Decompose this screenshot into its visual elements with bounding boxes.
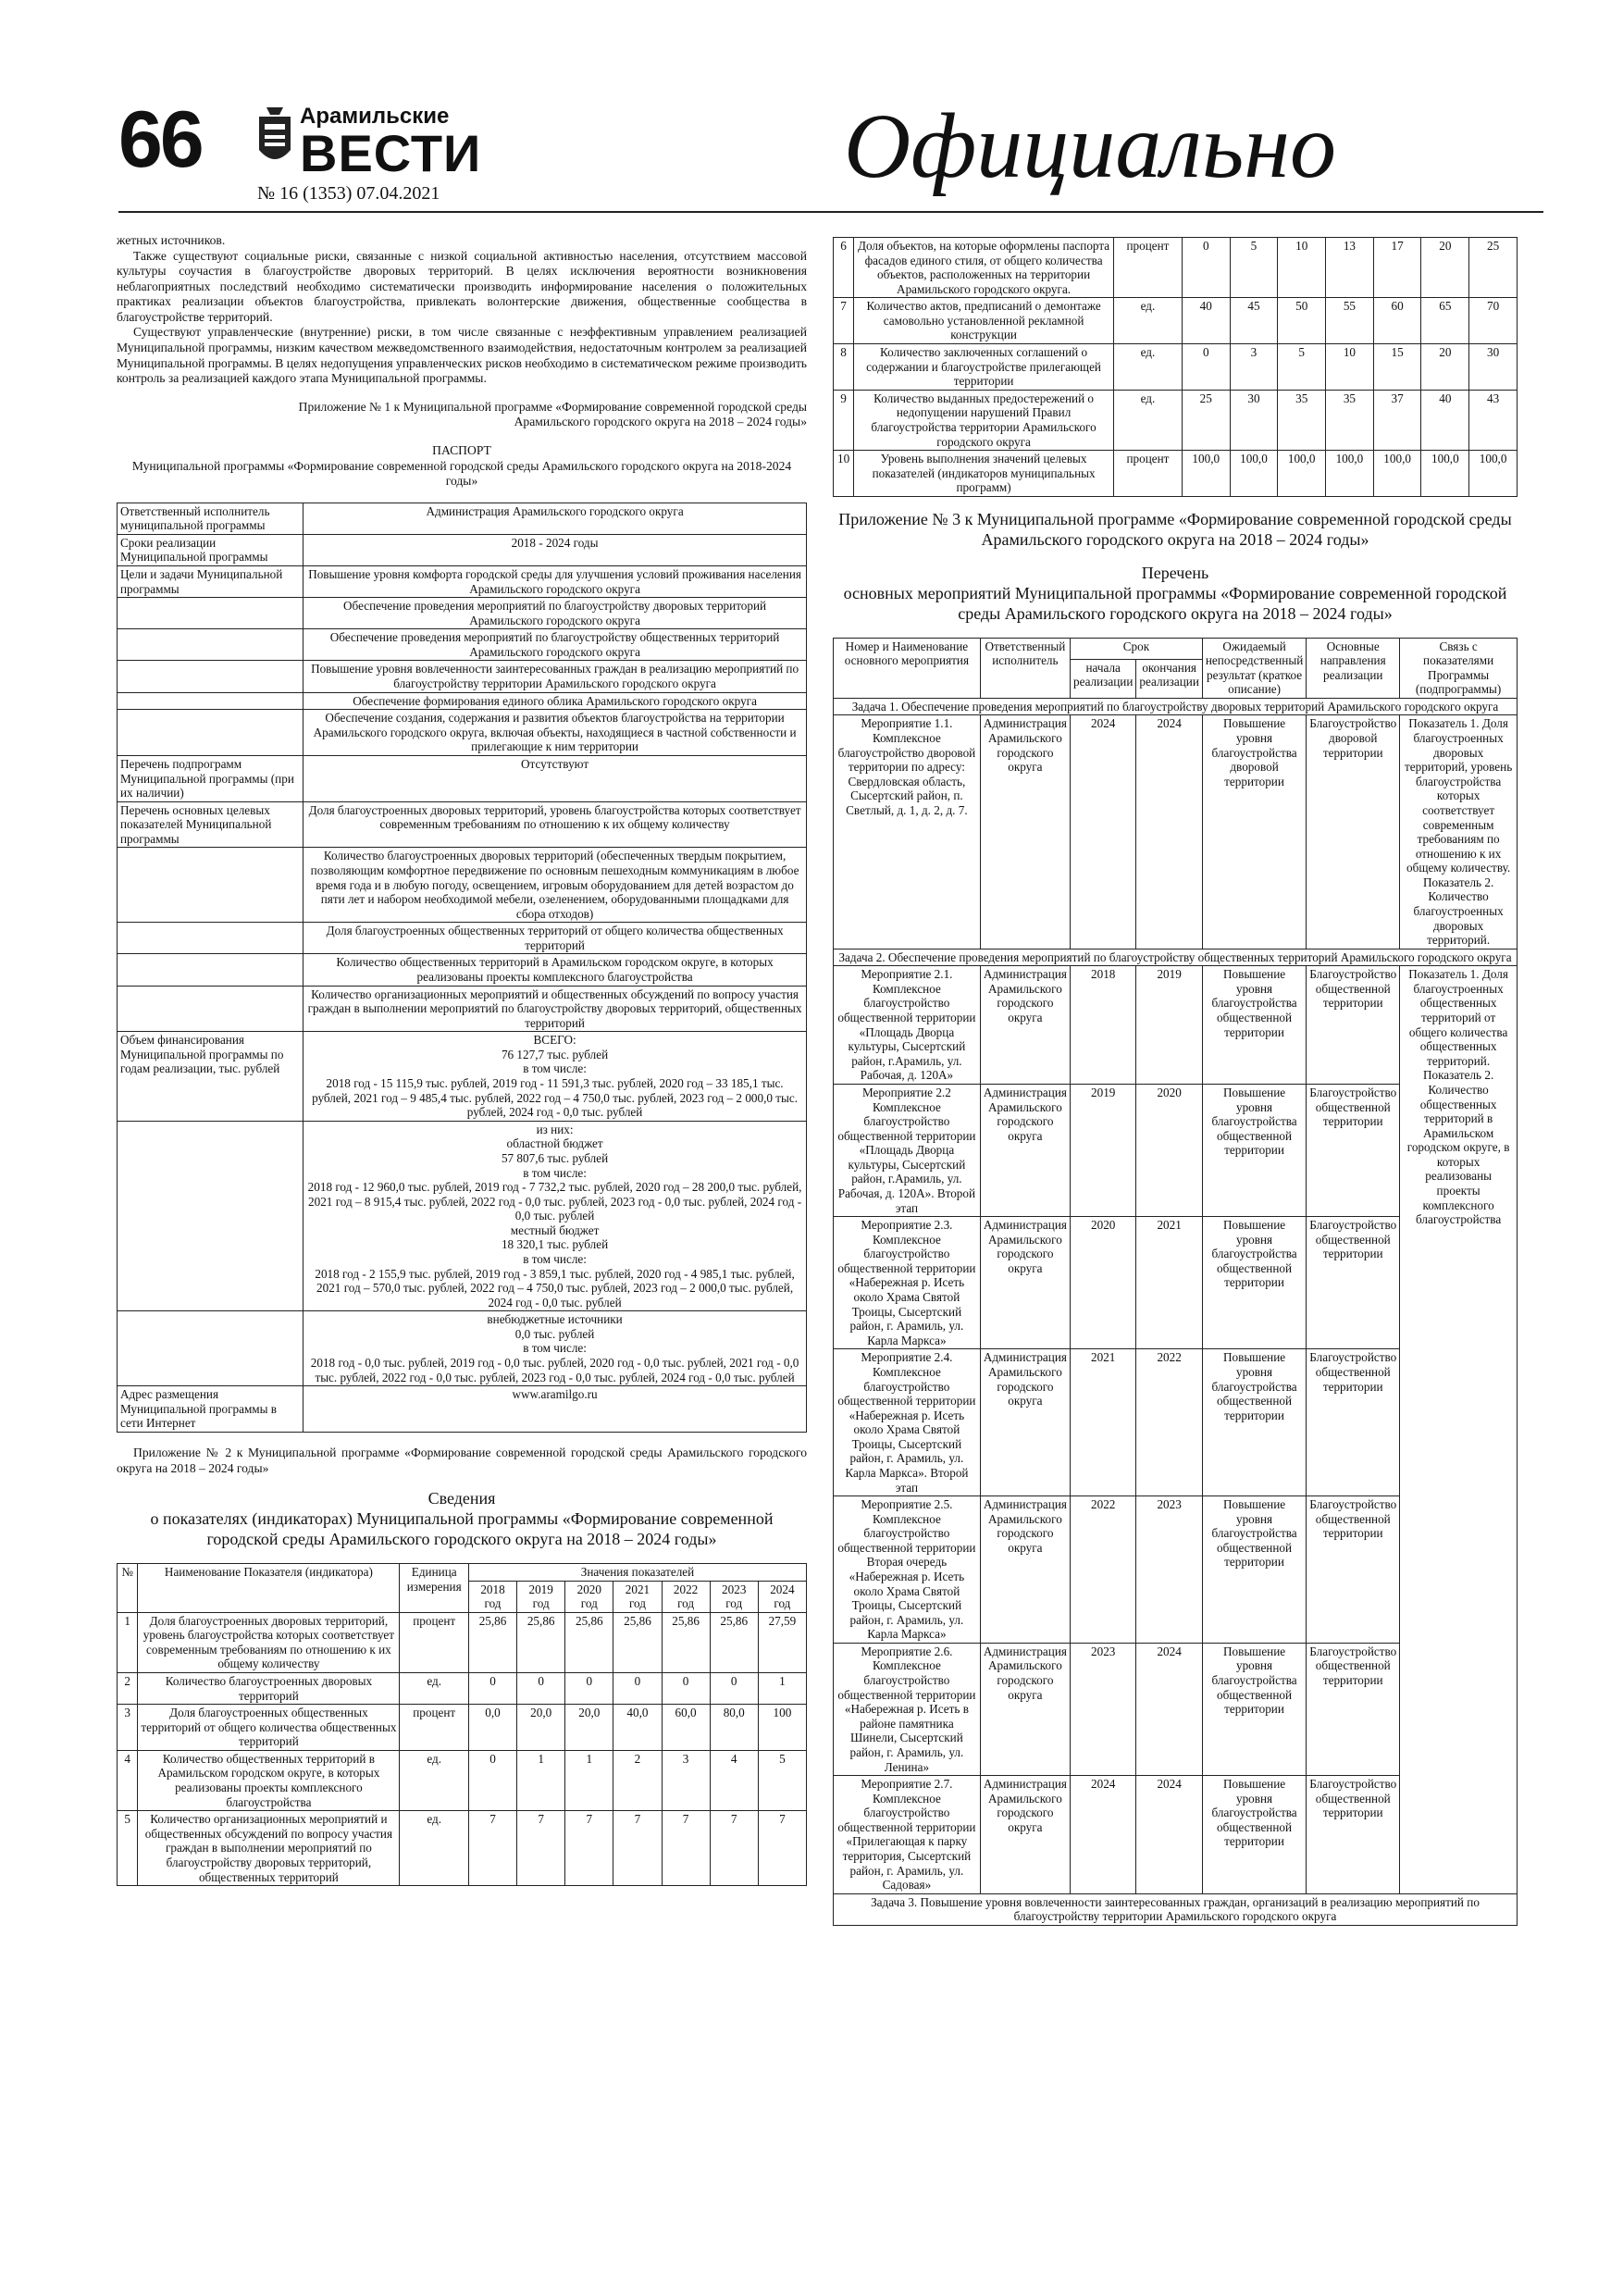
col-event-name: Номер и Наименование основного мероприятия <box>834 638 981 698</box>
indicator-value: 55 <box>1326 298 1374 344</box>
passport-label <box>118 629 304 661</box>
indicator-value: 1 <box>758 1673 806 1705</box>
indicator-value: 17 <box>1373 238 1421 298</box>
coat-of-arms-icon <box>257 104 292 170</box>
row-number: 4 <box>118 1750 138 1810</box>
col-end: окончания реализации <box>1136 659 1202 698</box>
indicator-value: 7 <box>565 1811 613 1886</box>
passport-label <box>118 848 304 923</box>
table-row <box>118 1705 807 1751</box>
row-number: 10 <box>834 451 854 497</box>
passport-label: Объем финансирования Муниципальной программы по годам реализации, тыс. рублей <box>118 1032 304 1121</box>
row-number: 3 <box>118 1705 138 1751</box>
passport-value: Доля благоустроенных общественных территорий от общего количества общественных территорий <box>304 923 807 954</box>
events-table <box>833 638 1518 1926</box>
col-link: Связь с показателями Программы (подпрограммы) <box>1400 638 1518 698</box>
indicator-value: 100,0 <box>1182 451 1230 497</box>
col-year: 2020 год <box>565 1581 613 1612</box>
table-row <box>834 451 1518 497</box>
indicator-unit: процент <box>400 1705 469 1751</box>
col-year: 2022 год <box>662 1581 710 1612</box>
indicator-name: Доля объектов, на которые оформлены паспорта фасадов единого стиля, от общего количества объектов, расположенных на территории Арамильского городского округа. <box>854 238 1114 298</box>
indicator-value: 0 <box>565 1673 613 1705</box>
col-year: 2021 год <box>613 1581 662 1612</box>
passport-label <box>118 1121 304 1311</box>
indicator-value: 100,0 <box>1326 451 1374 497</box>
indicator-value: 0 <box>468 1673 516 1705</box>
passport-value: Обеспечение проведения мероприятий по благоустройству дворовых территорий Арамильского городского округа <box>304 598 807 629</box>
passport-label <box>118 692 304 710</box>
indicator-value: 25,86 <box>613 1612 662 1672</box>
event-name: Мероприятие 2.5. Комплексное благоустройство общественной территории Вторая очередь «Набережная р. Исеть около Храма Святой Троицы, Сысертский район, г. Арамиль, ул. Карла Маркса» <box>834 1496 981 1644</box>
indicator-name: Доля благоустроенных дворовых территорий, уровень благоустройства которых соответствует современным требованиям по отношению к их общему количеству <box>138 1612 400 1672</box>
indicator-unit: процент <box>1114 451 1183 497</box>
passport-label <box>118 710 304 756</box>
passport-row <box>118 598 807 629</box>
passport-row <box>118 954 807 986</box>
passport-row <box>118 986 807 1032</box>
task-heading: Задача 1. Обеспечение проведения мероприятий по благоустройству дворовых территорий Арамильского городского округа <box>834 698 1518 715</box>
indicator-unit: ед. <box>400 1811 469 1886</box>
indicator-value: 20,0 <box>565 1705 613 1751</box>
task-heading: Задача 3. Повышение уровня вовлеченности заинтересованных граждан, организаций в реализацию мероприятий по благоустройству территории Арамильского городского округа <box>834 1893 1518 1925</box>
event-responsible: Администрация Арамильского городского округа <box>980 1643 1070 1775</box>
indicator-value: 7 <box>758 1811 806 1886</box>
row-number: 5 <box>118 1811 138 1886</box>
indicator-unit: ед. <box>1114 298 1183 344</box>
brand-subtitle: Арамильские <box>300 104 450 129</box>
indicator-value: 4 <box>710 1750 758 1810</box>
event-name: Мероприятие 2.1. Комплексное благоустройство общественной территории «Площадь Дворца культуры, Сысертский район, г.Арамиль, ул. Рабочая, д. 120А» <box>834 966 981 1085</box>
event-direction: Благоустройство общественной территории <box>1307 1496 1400 1644</box>
passport-row <box>118 565 807 597</box>
indicator-value: 100 <box>758 1705 806 1751</box>
row-number: 6 <box>834 238 854 298</box>
indicator-value: 5 <box>1230 238 1278 298</box>
indicator-name: Количество заключенных соглашений о содержании и благоустройстве прилегающей территории <box>854 344 1114 391</box>
indicator-value: 20 <box>1421 344 1469 391</box>
section-title: Официально <box>844 94 1336 197</box>
event-start: 2021 <box>1070 1349 1135 1496</box>
table-row <box>834 390 1518 450</box>
event-end: 2024 <box>1136 1776 1202 1894</box>
passport-label: Ответственный исполнитель муниципальной программы <box>118 503 304 534</box>
indicator-name: Количество выданных предостережений о недопущении нарушений Правил благоустройства территории Арамильского городского округа <box>854 390 1114 450</box>
event-direction: Благоустройство общественной территории <box>1307 1349 1400 1496</box>
passport-value: Повышение уровня вовлеченности заинтересованных граждан в реализацию мероприятий по благоустройству территории Арамильского городского округа <box>304 661 807 692</box>
passport-label <box>118 923 304 954</box>
indicator-value: 37 <box>1373 390 1421 450</box>
indicator-value: 100,0 <box>1230 451 1278 497</box>
passport-label: Цели и задачи Муниципальной программы <box>118 565 304 597</box>
col-directions: Основные направления реализации <box>1307 638 1400 698</box>
event-direction: Благоустройство дворовой территории <box>1307 715 1400 949</box>
event-direction: Благоустройство общественной территории <box>1307 1643 1400 1775</box>
indicator-value: 0 <box>1182 238 1230 298</box>
passport-row <box>118 1311 807 1386</box>
indicator-value: 65 <box>1421 298 1469 344</box>
indicator-value: 3 <box>1230 344 1278 391</box>
indicator-value: 7 <box>662 1811 710 1886</box>
paragraph: Также существуют социальные риски, связанные с низкой социальной активностью населения, отсутствием массовой культуры соучастия в благоустройстве дворовых территорий. В целях исключения вероятности возникновения неблагоприятных последствий необходимо систематически производить информирование населения о положительных практиках реализации объектов благоустройства, привлекать волонтерские движения, общественные сообщества в благоустройстве территорий. <box>117 248 807 324</box>
table-row <box>834 298 1518 344</box>
passport-value: ВСЕГО: 76 127,7 тыс. рублей в том числе: 2018 год - 15 115,9 тыс. рублей, 2019 год - 11 591,3 тыс. рублей, 2020 год – 33 185,1 тыс. рублей, 2021 год – 9 485,4 тыс. рублей, 2022 год – 4 750,0 тыс. рублей, 2023 год – 2 000,0 тыс. рублей, 2024 год - 0,0 тыс. рублей <box>304 1032 807 1121</box>
indicator-value: 40 <box>1182 298 1230 344</box>
appendix-2-caption: Приложение № 2 к Муниципальной программе «Формирование современной городской среды Арамильского городского округа на 2018 – 2024 годы» <box>117 1445 807 1475</box>
indicator-unit: ед. <box>1114 390 1183 450</box>
event-end: 2024 <box>1136 715 1202 949</box>
brand-title: ВЕСТИ <box>300 124 482 182</box>
col-term: Срок <box>1070 638 1202 659</box>
col-responsible: Ответственный исполнитель <box>980 638 1070 698</box>
indicator-value: 15 <box>1373 344 1421 391</box>
col-result: Ожидаемый непосредственный результат (краткое описание) <box>1202 638 1306 698</box>
event-end: 2019 <box>1136 966 1202 1085</box>
event-name: Мероприятие 2.2 Комплексное благоустройство общественной территории «Площадь Дворца культуры, Сысертский район, г.Арамиль, ул. Рабочая, д. 120А». Второй этап <box>834 1084 981 1216</box>
passport-value: Количество организационных мероприятий и общественных обсуждений по вопросу участия граждан в выполнении мероприятий по благоустройству дворовых территорий, общественных территорий <box>304 986 807 1032</box>
passport-label <box>118 1311 304 1386</box>
col-unit: Единица измерения <box>400 1563 469 1612</box>
indicator-value: 100,0 <box>1469 451 1518 497</box>
header-divider <box>118 211 1543 213</box>
page-number: 66 <box>118 95 202 184</box>
passport-value: Обеспечение создания, содержания и развития объектов благоустройства на территории Арамильского городского округа, включая объекты, находящиеся в частной собственности и прилегающие к ним территории <box>304 710 807 756</box>
passport-title: ПАСПОРТ <box>432 442 491 457</box>
indicator-name: Количество благоустроенных дворовых территорий <box>138 1673 400 1705</box>
event-name: Мероприятие 2.3. Комплексное благоустройство общественной территории «Набережная р. Исеть около Храма Святой Троицы, Сысертский район, г. Арамиль, ул. Карла Маркса» <box>834 1217 981 1349</box>
indicator-value: 25,86 <box>565 1612 613 1672</box>
passport-value: Отсутствуют <box>304 755 807 801</box>
event-name: Мероприятие 2.7. Комплексное благоустройство общественной территории «Прилегающая к парку территория, Сысертский район, г. Арамиль, ул. Садовая» <box>834 1776 981 1894</box>
indicator-value: 50 <box>1278 298 1326 344</box>
indicator-value: 60,0 <box>662 1705 710 1751</box>
event-result: Повышение уровня благоустройства общественной территории <box>1202 1084 1306 1216</box>
indicator-value: 25,86 <box>468 1612 516 1672</box>
passport-value: www.aramilgo.ru <box>304 1386 807 1433</box>
event-start: 2019 <box>1070 1084 1135 1216</box>
indicator-value: 0,0 <box>468 1705 516 1751</box>
perechen-subtitle: основных мероприятий Муниципальной программы «Формирование современной городской среды Арамильского городского округа на 2018 – 2024 годы» <box>843 583 1507 623</box>
indicator-name: Количество актов, предписаний о демонтаже самовольно установленной рекламной конструкции <box>854 298 1114 344</box>
passport-table <box>117 503 807 1433</box>
passport-value: Количество благоустроенных дворовых территорий (обеспеченных твердым покрытием, позволяющим комфортное передвижение по основным пешеходным коммуникациям в любое время года и в любую погоду, освещением, игровым оборудованием для детей возрастом до пяти лет и набором необходимой мебели, озеленением, оборудованными площадками для сбора отходов) <box>304 848 807 923</box>
passport-row <box>118 661 807 692</box>
svedenia-subtitle: о показателях (индикаторах) Муниципальной программы «Формирование современной городской среды Арамильского городского округа на 2018 – 2024 годы» <box>150 1509 774 1548</box>
passport-label: Перечень подпрограмм Муниципальной программы (при их наличии) <box>118 755 304 801</box>
table-row <box>118 1673 807 1705</box>
passport-row <box>118 755 807 801</box>
event-start: 2023 <box>1070 1643 1135 1775</box>
passport-value: Администрация Арамильского городского округа <box>304 503 807 534</box>
indicator-value: 100,0 <box>1278 451 1326 497</box>
indicator-unit: процент <box>400 1612 469 1672</box>
indicator-name: Доля благоустроенных общественных территорий от общего количества общественных территорий <box>138 1705 400 1751</box>
appendix-1-caption: Приложение № 1 к Муниципальной программе «Формирование современной городской среды Арамильского городского округа на 2018 – 2024 годы» <box>298 399 807 429</box>
indicator-value: 1 <box>565 1750 613 1810</box>
task-row <box>834 1893 1518 1925</box>
page-header <box>118 94 1543 209</box>
event-result: Повышение уровня благоустройства общественной территории <box>1202 1776 1306 1894</box>
indicator-value: 3 <box>662 1750 710 1810</box>
indicator-unit: процент <box>1114 238 1183 298</box>
event-name: Мероприятие 1.1. Комплексное благоустройство дворовой территории по адресу: Свердловская область, Сысертский район, п. Светлый, д. 1, д. 2, д. 7. <box>834 715 981 949</box>
passport-row <box>118 503 807 534</box>
left-column <box>117 233 807 1886</box>
event-indicator-link: Показатель 1. Доля благоустроенных общественных территорий от общего количества общественных территорий. Показатель 2. Количество общественных территорий в Арамильском городском округе, в которых реализованы проекты комплексного благоустройства <box>1400 966 1518 1893</box>
event-end: 2022 <box>1136 1349 1202 1496</box>
appendix-3-caption: Приложение № 3 к Муниципальной программе «Формирование современной городской среды Арамильского городского округа на 2018 – 2024 годы» <box>838 509 1512 549</box>
passport-value: Обеспечение проведения мероприятий по благоустройству общественных территорий Арамильского городского округа <box>304 629 807 661</box>
col-year: 2018 год <box>468 1581 516 1612</box>
event-end: 2023 <box>1136 1496 1202 1644</box>
indicator-name: Уровень выполнения значений целевых показателей (индикаторов муниципальных программ) <box>854 451 1114 497</box>
event-end: 2020 <box>1136 1084 1202 1216</box>
indicator-unit: ед. <box>400 1750 469 1810</box>
event-responsible: Администрация Арамильского городского округа <box>980 715 1070 949</box>
indicator-value: 27,59 <box>758 1612 806 1672</box>
passport-label <box>118 598 304 629</box>
table-row <box>834 238 1518 298</box>
indicator-value: 1 <box>517 1750 565 1810</box>
indicator-value: 0 <box>517 1673 565 1705</box>
indicator-value: 70 <box>1469 298 1518 344</box>
indicator-value: 40,0 <box>613 1705 662 1751</box>
passport-label: Перечень основных целевых показателей Муниципальной программы <box>118 801 304 848</box>
event-result: Повышение уровня благоустройства общественной территории <box>1202 1217 1306 1349</box>
issue-info: № 16 (1353) 07.04.2021 <box>257 183 440 204</box>
passport-label <box>118 661 304 692</box>
passport-label <box>118 954 304 986</box>
event-responsible: Администрация Арамильского городского округа <box>980 1496 1070 1644</box>
event-row <box>834 966 1518 1085</box>
passport-value: из них: областной бюджет 57 807,6 тыс. рублей в том числе: 2018 год - 12 960,0 тыс. рублей, 2019 год - 7 732,2 тыс. рублей, 2020 год – 28 200,0 тыс. рублей, 2021 год – 8 915,4 тыс. рублей, 2022 год - 0,0 тыс. рублей, 2023 год - 0,0 тыс. рублей, 2024 год - 0,0 тыс. рублей местный бюджет 18 320,1 тыс. рублей в том числе: 2018 год - 2 155,9 тыс. рублей, 2019 год - 3 859,1 тыс. рублей, 2020 год - 4 985,1 тыс. рублей, 2021 год – 570,0 тыс. рублей, 2022 год – 4 750,0 тыс. рублей, 2023 год – 2 000,0 тыс. рублей, 2024 год - 0,0 тыс. рублей <box>304 1121 807 1311</box>
table-row <box>118 1811 807 1886</box>
event-responsible: Администрация Арамильского городского округа <box>980 1084 1070 1216</box>
task-heading: Задача 2. Обеспечение проведения мероприятий по благоустройству общественных территорий Арамильского городского округа <box>834 949 1518 966</box>
indicator-value: 100,0 <box>1421 451 1469 497</box>
passport-row <box>118 1032 807 1121</box>
row-number: 8 <box>834 344 854 391</box>
passport-value: 2018 - 2024 годы <box>304 534 807 565</box>
table-row <box>118 1612 807 1672</box>
table-row <box>834 344 1518 391</box>
task-row <box>834 949 1518 966</box>
event-responsible: Администрация Арамильского городского округа <box>980 1349 1070 1496</box>
perechen-title: Перечень <box>1141 563 1209 582</box>
indicator-value: 45 <box>1230 298 1278 344</box>
indicator-value: 25 <box>1182 390 1230 450</box>
paragraph: Существуют управленческие (внутренние) риски, в том числе связанные с неэффективным управлением реализацией Муниципальной программы, низким качеством межведомственного взаимодействия, недостаточным контролем за реализацией Муниципальной программы. В целях недопущения управленческих рисков необходимо в систематическом режиме производить контроль за реализацией каждого этапа Муниципальной программы. <box>117 325 807 386</box>
indicator-value: 25,86 <box>517 1612 565 1672</box>
event-start: 2018 <box>1070 966 1135 1085</box>
indicator-value: 25,86 <box>662 1612 710 1672</box>
indicator-value: 100,0 <box>1373 451 1421 497</box>
indicator-value: 0 <box>613 1673 662 1705</box>
indicator-value: 5 <box>758 1750 806 1810</box>
indicator-value: 0 <box>468 1750 516 1810</box>
passport-row <box>118 801 807 848</box>
table-row <box>118 1750 807 1810</box>
indicator-value: 25,86 <box>710 1612 758 1672</box>
indicator-name: Количество организационных мероприятий и общественных обсуждений по вопросу участия граждан в выполнении мероприятий по благоустройству дворовых территорий, общественных территорий <box>138 1811 400 1886</box>
indicators-table <box>117 1563 807 1886</box>
task-row <box>834 698 1518 715</box>
indicator-value: 0 <box>1182 344 1230 391</box>
passport-row <box>118 692 807 710</box>
indicator-value: 40 <box>1421 390 1469 450</box>
event-responsible: Администрация Арамильского городского округа <box>980 1776 1070 1894</box>
indicator-value: 43 <box>1469 390 1518 450</box>
event-direction: Благоустройство общественной территории <box>1307 1776 1400 1894</box>
passport-row <box>118 534 807 565</box>
col-values: Значения показателей <box>468 1563 806 1581</box>
indicator-value: 20,0 <box>517 1705 565 1751</box>
col-year: 2023 год <box>710 1581 758 1612</box>
passport-row <box>118 848 807 923</box>
event-start: 2020 <box>1070 1217 1135 1349</box>
indicator-value: 0 <box>662 1673 710 1705</box>
indicator-value: 5 <box>1278 344 1326 391</box>
indicator-value: 2 <box>613 1750 662 1810</box>
event-result: Повышение уровня благоустройства общественной территории <box>1202 966 1306 1085</box>
svedenia-title: Сведения <box>427 1489 496 1508</box>
passport-row <box>118 923 807 954</box>
event-direction: Благоустройство общественной территории <box>1307 1084 1400 1216</box>
event-start: 2024 <box>1070 1776 1135 1894</box>
indicator-value: 30 <box>1230 390 1278 450</box>
event-row <box>834 715 1518 949</box>
passport-subtitle: Муниципальной программы «Формирование современной городской среды Арамильского городского округа на 2018-2024 годы» <box>131 458 792 489</box>
event-end: 2021 <box>1136 1217 1202 1349</box>
col-indicator-name: Наименование Показателя (индикатора) <box>138 1563 400 1612</box>
indicator-value: 7 <box>710 1811 758 1886</box>
indicator-value: 10 <box>1326 344 1374 391</box>
indicator-value: 13 <box>1326 238 1374 298</box>
passport-row <box>118 1121 807 1311</box>
event-start: 2022 <box>1070 1496 1135 1644</box>
passport-row <box>118 629 807 661</box>
passport-label: Адрес размещения Муниципальной программы в сети Интернет <box>118 1386 304 1433</box>
event-start: 2024 <box>1070 715 1135 949</box>
row-number: 9 <box>834 390 854 450</box>
indicator-value: 20 <box>1421 238 1469 298</box>
right-column <box>833 237 1518 1926</box>
event-indicator-link: Показатель 1. Доля благоустроенных дворовых территорий, уровень благоустройства которых соответствует современным требованиям по отношению к их общему количеству. Показатель 2. Количество благоустроенных дворовых территорий. <box>1400 715 1518 949</box>
passport-value: Количество общественных территорий в Арамильском городском округе, в которых реализованы проекты комплексного благоустройства <box>304 954 807 986</box>
col-start: начала реализации <box>1070 659 1135 698</box>
indicator-value: 7 <box>468 1811 516 1886</box>
event-direction: Благоустройство общественной территории <box>1307 1217 1400 1349</box>
indicator-value: 10 <box>1278 238 1326 298</box>
passport-value: внебюджетные источники 0,0 тыс. рублей в том числе: 2018 год - 0,0 тыс. рублей, 2019 год - 0,0 тыс. рублей, 2020 год - 0,0 тыс. рублей, 2021 год - 0,0 тыс. рублей, 2022 год - 0,0 тыс. рублей, 2023 год - 0,0 тыс. рублей, 2024 год - 0,0 тыс. рублей <box>304 1311 807 1386</box>
indicator-value: 60 <box>1373 298 1421 344</box>
passport-label: Сроки реализации Муниципальной программы <box>118 534 304 565</box>
indicator-value: 80,0 <box>710 1705 758 1751</box>
indicator-value: 7 <box>613 1811 662 1886</box>
passport-row <box>118 710 807 756</box>
indicators-table-continued <box>833 237 1518 497</box>
event-name: Мероприятие 2.6. Комплексное благоустройство общественной территории «Набережная р. Исеть в районе памятника Шинели, Сысертский район, г. Арамиль, ул. Ленина» <box>834 1643 981 1775</box>
event-result: Повышение уровня благоустройства общественной территории <box>1202 1496 1306 1644</box>
indicator-unit: ед. <box>1114 344 1183 391</box>
event-result: Повышение уровня благоустройства общественной территории <box>1202 1349 1306 1496</box>
col-year: 2019 год <box>517 1581 565 1612</box>
paragraph: жетных источников. <box>117 233 226 247</box>
row-number: 2 <box>118 1673 138 1705</box>
event-responsible: Администрация Арамильского городского округа <box>980 1217 1070 1349</box>
event-name: Мероприятие 2.4. Комплексное благоустройство общественной территории «Набережная р. Исеть около Храма Святой Троицы, Сысертский район, г. Арамиль, ул. Карла Маркса». Второй этап <box>834 1349 981 1496</box>
passport-row <box>118 1386 807 1433</box>
col-year: 2024 год <box>758 1581 806 1612</box>
passport-value: Доля благоустроенных дворовых территорий, уровень благоустройства которых соответствует современным требованиям по отношению к их общему количеству <box>304 801 807 848</box>
event-direction: Благоустройство общественной территории <box>1307 966 1400 1085</box>
event-responsible: Администрация Арамильского городского округа <box>980 966 1070 1085</box>
indicator-value: 25 <box>1469 238 1518 298</box>
passport-value: Повышение уровня комфорта городской среды для улучшения условий проживания населения Арамильского городского округа <box>304 565 807 597</box>
row-number: 7 <box>834 298 854 344</box>
indicator-unit: ед. <box>400 1673 469 1705</box>
event-result: Повышение уровня благоустройства общественной территории <box>1202 1643 1306 1775</box>
indicator-value: 7 <box>517 1811 565 1886</box>
row-number: 1 <box>118 1612 138 1672</box>
indicator-value: 0 <box>710 1673 758 1705</box>
event-result: Повышение уровня благоустройства дворовой территории <box>1202 715 1306 949</box>
indicator-name: Количество общественных территорий в Арамильском городском округе, в которых реализованы проекты комплексного благоустройства <box>138 1750 400 1810</box>
event-end: 2024 <box>1136 1643 1202 1775</box>
passport-label <box>118 986 304 1032</box>
passport-value: Обеспечение формирования единого облика Арамильского городского округа <box>304 692 807 710</box>
col-number: № <box>118 1563 138 1612</box>
indicator-value: 35 <box>1326 390 1374 450</box>
indicator-value: 35 <box>1278 390 1326 450</box>
indicator-value: 30 <box>1469 344 1518 391</box>
